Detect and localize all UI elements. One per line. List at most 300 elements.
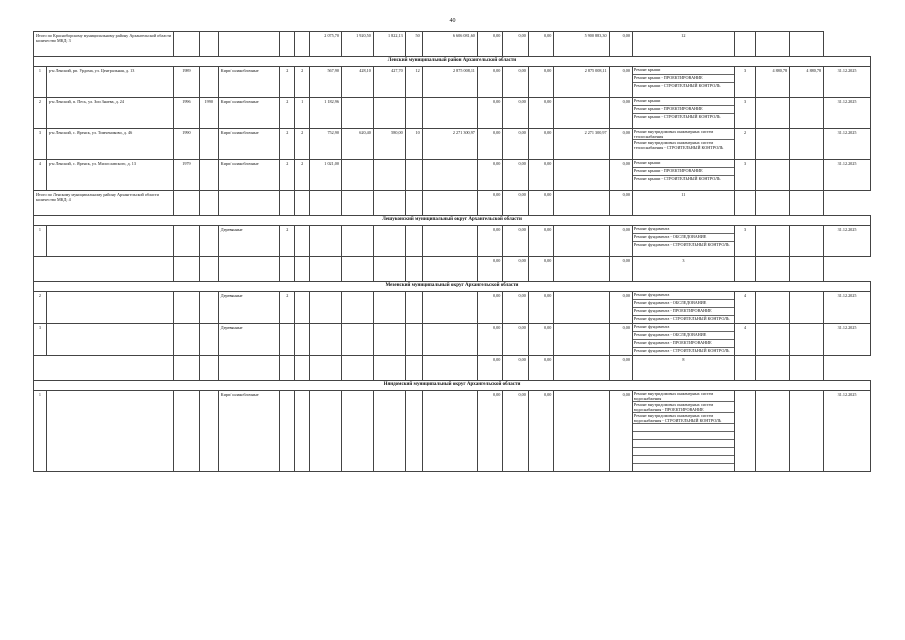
- cell-c: 427,70: [373, 67, 405, 98]
- cell-works-count: 4: [734, 292, 755, 324]
- cell-completion-date: 31.12.2025: [824, 129, 871, 160]
- cell-addr: [46, 324, 173, 356]
- cell-fl: [280, 391, 295, 472]
- work-item: Ремонт крыши - ПРОЕКТИРОВАНИЕ: [633, 75, 734, 83]
- cell-h: 0,00: [528, 129, 553, 160]
- total-label: [34, 257, 174, 282]
- house-row: [34, 67, 871, 98]
- total-empty-cell: [734, 257, 755, 282]
- total-value-cell: 50: [405, 32, 422, 57]
- cell-limit-cost: [790, 98, 824, 129]
- cell-n: 1: [34, 67, 47, 98]
- work-item: Ремонт фундамента - ОБСЛЕДОВАНИЕ: [633, 332, 734, 340]
- cell-c: [373, 160, 405, 191]
- total-value-cell: 1 920,50: [341, 32, 373, 57]
- total-empty-cell: [280, 257, 295, 282]
- cell-i: [554, 292, 609, 324]
- cell-d: [405, 98, 422, 129]
- total-value-cell: [554, 191, 609, 216]
- cell-f: 0,00: [477, 67, 502, 98]
- cell-h: 0,00: [528, 292, 553, 324]
- cell-n: 1: [34, 226, 47, 257]
- total-empty-cell: [280, 356, 295, 381]
- cell-y1: [174, 292, 199, 324]
- cell-y1: [174, 324, 199, 356]
- cell-y1: 1979: [174, 160, 199, 191]
- work-item: Ремонт внутридомовых инженерных систем водоснабжения: [633, 391, 734, 402]
- cell-g: 0,00: [503, 67, 528, 98]
- work-item: Ремонт внутридомовых инженерных систем водоснабжения - ПРОЕКТИРОВАНИЕ: [633, 402, 734, 413]
- works-list: [632, 324, 734, 356]
- cell-mat: Деревянные: [218, 292, 280, 324]
- cell-e: 2 271 300,97: [422, 129, 477, 160]
- total-empty-cell: [295, 32, 310, 57]
- cell-b: [341, 98, 373, 129]
- cell-mat: Кирп/ шлакоблочные: [218, 67, 280, 98]
- total-empty-cell: [218, 356, 280, 381]
- cell-en: [295, 226, 310, 257]
- total-empty-cell: [199, 32, 218, 57]
- region-header-row: [34, 282, 871, 292]
- cell-i: [554, 324, 609, 356]
- total-value-cell: [373, 191, 405, 216]
- total-works-count: 8: [632, 356, 734, 381]
- cell-en: 2: [295, 160, 310, 191]
- cell-en: [295, 324, 310, 356]
- work-item: Ремонт фундамента - СТРОИТЕЛЬНЫЙ КОНТРОЛЬ: [633, 242, 730, 247]
- cell-i: 2 875 008,11: [554, 67, 609, 98]
- total-value-cell: 0,00: [609, 32, 632, 57]
- cell-fl: 2: [280, 129, 295, 160]
- cell-c: [373, 98, 405, 129]
- total-empty-cell: [734, 191, 755, 216]
- cell-mat: Деревянные: [218, 226, 280, 257]
- cell-y1: 1996: [174, 98, 199, 129]
- cell-g: 0,00: [503, 324, 528, 356]
- total-row: [34, 257, 871, 282]
- total-label: [34, 356, 174, 381]
- cell-y2: [199, 391, 218, 472]
- cell-b: 620,40: [341, 129, 373, 160]
- cell-h: 0,00: [528, 324, 553, 356]
- total-works-count: 11: [632, 191, 734, 216]
- works-list: [632, 98, 734, 129]
- total-value-cell: 0,00: [528, 257, 553, 282]
- cell-f: 0,00: [477, 324, 502, 356]
- cell-cost-per-m2: 4 880,78: [756, 67, 790, 98]
- cell-y2: [199, 292, 218, 324]
- cell-fl: [280, 324, 295, 356]
- total-empty-cell: [218, 257, 280, 282]
- works-list: [632, 391, 734, 472]
- cell-y1: [174, 226, 199, 257]
- cell-e: [422, 226, 477, 257]
- total-empty-cell: [174, 356, 199, 381]
- cell-j: 0,00: [609, 98, 632, 129]
- cell-fl: 2: [280, 226, 295, 257]
- cell-y1: 1989: [174, 67, 199, 98]
- total-value-cell: [341, 191, 373, 216]
- cell-c: 580,00: [373, 129, 405, 160]
- cell-h: 0,00: [528, 160, 553, 191]
- cell-en: [295, 292, 310, 324]
- work-item: Ремонт фундамента: [633, 324, 734, 332]
- work-item: Ремонт крыши - СТРОИТЕЛЬНЫЙ КОНТРОЛЬ: [633, 114, 721, 119]
- work-item: [633, 432, 734, 440]
- cell-y2: [199, 324, 218, 356]
- total-value-cell: 0,00: [477, 32, 502, 57]
- cell-h: 0,00: [528, 226, 553, 257]
- cell-en: 2: [295, 67, 310, 98]
- cell-works-count: [734, 391, 755, 472]
- work-item: Ремонт внутридомовых инженерных систем водоснабжения - СТРОИТЕЛЬНЫЙ КОНТРОЛЬ: [633, 413, 734, 424]
- total-value-cell: 6 606 081,60: [422, 32, 477, 57]
- total-value-cell: 0,00: [477, 191, 502, 216]
- total-value-cell: 0,00: [609, 356, 632, 381]
- cell-h: 0,00: [528, 98, 553, 129]
- total-empty-cell: [756, 257, 790, 282]
- cell-d: 10: [405, 129, 422, 160]
- cell-j: 0,00: [609, 129, 632, 160]
- cell-works-count: 3: [734, 67, 755, 98]
- cell-limit-cost: [790, 226, 824, 257]
- cell-y2: [199, 160, 218, 191]
- total-value-cell: [341, 257, 373, 282]
- cell-a: 752,90: [310, 129, 342, 160]
- cell-y2: [199, 226, 218, 257]
- cell-f: 0,00: [477, 98, 502, 129]
- total-empty-cell: [756, 356, 790, 381]
- house-row: [34, 160, 871, 191]
- total-value-cell: 5 900 883,30: [554, 32, 609, 57]
- cell-f: 0,00: [477, 391, 502, 472]
- total-value-cell: 0,00: [528, 32, 553, 57]
- total-value-cell: [422, 356, 477, 381]
- works-list: [632, 226, 734, 257]
- work-item: Ремонт фундамента - ОБСЛЕДОВАНИЕ: [633, 300, 734, 308]
- cell-j: 0,00: [609, 67, 632, 98]
- cell-cost-per-m2: [756, 324, 790, 356]
- cell-b: [341, 226, 373, 257]
- works-list: [632, 129, 734, 160]
- cell-n: 3: [34, 129, 47, 160]
- cell-fl: 2: [280, 160, 295, 191]
- total-value-cell: [554, 257, 609, 282]
- region-header-row: [34, 216, 871, 226]
- total-value-cell: 0,00: [609, 257, 632, 282]
- cell-d: [405, 391, 422, 472]
- works-list: [632, 67, 734, 98]
- work-item: [633, 440, 734, 448]
- total-row: [34, 356, 871, 381]
- total-value-cell: 2 075,70: [310, 32, 342, 57]
- total-empty-cell: [734, 356, 755, 381]
- cell-completion-date: 31.12.2025: [824, 292, 871, 324]
- cell-b: 428,10: [341, 67, 373, 98]
- cell-cost-per-m2: [756, 98, 790, 129]
- cell-a: 1 182,96: [310, 98, 342, 129]
- work-item: Ремонт фундамента - ПРОЕКТИРОВАНИЕ: [633, 308, 734, 316]
- total-empty-cell: [295, 356, 310, 381]
- total-value-cell: 0,00: [477, 356, 502, 381]
- house-row: [34, 98, 871, 129]
- total-value-cell: 0,00: [503, 191, 528, 216]
- cell-i: [554, 160, 609, 191]
- cell-y1: 1990: [174, 129, 199, 160]
- cell-y2: [199, 67, 218, 98]
- cell-a: 567,90: [310, 67, 342, 98]
- cell-j: 0,00: [609, 324, 632, 356]
- total-empty-cell: [756, 191, 790, 216]
- cell-limit-cost: [790, 391, 824, 472]
- cell-mat: Кирп/ шлакоблочные: [218, 160, 280, 191]
- cell-mat: Деревянные: [218, 324, 280, 356]
- region-title: Ленский муниципальный район Архангельской области: [34, 57, 871, 67]
- total-value-cell: [422, 191, 477, 216]
- work-item: Ремонт фундамента - СТРОИТЕЛЬНЫЙ КОНТРОЛЬ: [633, 316, 730, 321]
- work-item: Ремонт фундамента: [633, 292, 734, 300]
- cell-y2: 1990: [199, 98, 218, 129]
- cell-f: 0,00: [477, 129, 502, 160]
- total-empty-cell: [218, 32, 280, 57]
- cell-d: [405, 160, 422, 191]
- cell-cost-per-m2: [756, 391, 790, 472]
- total-empty-cell: [218, 191, 280, 216]
- total-empty-cell: [790, 191, 824, 216]
- work-item: Ремонт фундамента: [633, 226, 734, 234]
- cell-i: [554, 98, 609, 129]
- cell-completion-date: 31.12.2025: [824, 391, 871, 472]
- total-value-cell: [373, 356, 405, 381]
- cell-addr: р-н Ленский, с. Яренск, ул. Тимчениково, д. 46: [46, 129, 173, 160]
- cell-limit-cost: [790, 292, 824, 324]
- cell-mat: Кирп/ шлакоблочные: [218, 129, 280, 160]
- work-item: Ремонт фундамента - ПРОЕКТИРОВАНИЕ: [633, 340, 734, 348]
- total-value-cell: 0,00: [477, 257, 502, 282]
- total-empty-cell: [199, 191, 218, 216]
- cell-addr: р-н Ленский, рп. Урдома, ул. Центральная, д. 13: [46, 67, 173, 98]
- cell-limit-cost: [790, 160, 824, 191]
- cell-n: 2: [34, 98, 47, 129]
- cell-g: 0,00: [503, 226, 528, 257]
- total-value-cell: [310, 191, 342, 216]
- work-item: [633, 456, 734, 464]
- cell-d: [405, 226, 422, 257]
- cell-cost-per-m2: [756, 292, 790, 324]
- cell-f: 0,00: [477, 226, 502, 257]
- cell-cost-per-m2: [756, 129, 790, 160]
- cell-addr: р-н Ленский, п. Песь, ул. Зои Знаева, д. 24: [46, 98, 173, 129]
- page-number: 40: [449, 18, 456, 24]
- cell-fl: 2: [280, 98, 295, 129]
- cell-completion-date: 31.12.2025: [824, 98, 871, 129]
- total-row: [34, 191, 871, 216]
- total-value-cell: 0,00: [528, 191, 553, 216]
- cell-i: 2 271 300,97: [554, 129, 609, 160]
- region-title: Лешуконский муниципальный округ Архангельской области: [34, 216, 871, 226]
- cell-works-count: 3: [734, 98, 755, 129]
- cell-cost-per-m2: [756, 160, 790, 191]
- cell-g: 0,00: [503, 391, 528, 472]
- cell-j: 0,00: [609, 292, 632, 324]
- cell-d: [405, 292, 422, 324]
- cell-fl: 2: [280, 67, 295, 98]
- cell-j: 0,00: [609, 160, 632, 191]
- work-item: Ремонт крыши: [633, 160, 734, 168]
- work-item: Ремонт крыши - СТРОИТЕЛЬНЫЙ КОНТРОЛЬ: [633, 176, 721, 181]
- cell-a: [310, 292, 342, 324]
- cell-mat: Кирп/ шлакоблочные: [218, 391, 280, 472]
- work-item: [633, 424, 734, 432]
- total-empty-cell: [280, 32, 295, 57]
- cell-e: [422, 324, 477, 356]
- cell-limit-cost: [790, 129, 824, 160]
- house-row: [34, 391, 871, 472]
- total-empty-cell: [790, 356, 824, 381]
- total-value-cell: 0,00: [503, 32, 528, 57]
- works-list: [632, 160, 734, 191]
- cell-i: [554, 391, 609, 472]
- cell-f: 0,00: [477, 160, 502, 191]
- total-empty-cell: [199, 257, 218, 282]
- cell-n: 3: [34, 324, 47, 356]
- work-item: Ремонт крыши - ПРОЕКТИРОВАНИЕ: [633, 168, 734, 176]
- cell-limit-cost: 4 880,78: [790, 67, 824, 98]
- region-header-row: [34, 57, 871, 67]
- total-empty-cell: [174, 257, 199, 282]
- cell-e: [422, 98, 477, 129]
- cell-b: [341, 160, 373, 191]
- work-item: Ремонт внутридомовых инженерных систем теплоснабжения - СТРОИТЕЛЬНЫЙ КОНТРОЛЬ: [633, 140, 724, 150]
- total-works-count: 3: [632, 257, 734, 282]
- cell-en: 1: [295, 98, 310, 129]
- total-value-cell: 0,00: [503, 356, 528, 381]
- total-empty-cell: [174, 32, 199, 57]
- cell-completion-date: 31.12.2025: [824, 160, 871, 191]
- total-value-cell: [310, 257, 342, 282]
- work-item: Ремонт внутридомовых инженерных систем теплоснабжения: [633, 129, 734, 140]
- cell-works-count: 4: [734, 324, 755, 356]
- cell-a: [310, 391, 342, 472]
- cell-works-count: 2: [734, 129, 755, 160]
- cell-completion-date: 31.12.2025: [824, 324, 871, 356]
- cell-e: [422, 160, 477, 191]
- house-row: [34, 226, 871, 257]
- total-value-cell: [405, 356, 422, 381]
- cell-a: 1 021,00: [310, 160, 342, 191]
- cell-cost-per-m2: [756, 226, 790, 257]
- cell-b: [341, 324, 373, 356]
- cell-addr: р-н Ленский, с. Яренск, ул. Милославского, д. 13: [46, 160, 173, 191]
- cell-e: [422, 292, 477, 324]
- total-value-cell: [341, 356, 373, 381]
- repair-program-table: [33, 31, 871, 472]
- work-item: Ремонт фундамента - СТРОИТЕЛЬНЫЙ КОНТРОЛЬ: [633, 348, 730, 353]
- cell-y1: [174, 391, 199, 472]
- cell-n: 4: [34, 160, 47, 191]
- cell-n: 2: [34, 292, 47, 324]
- house-row: [34, 292, 871, 324]
- work-item: Ремонт фундамента - ОБСЛЕДОВАНИЕ: [633, 234, 734, 242]
- total-value-cell: [554, 356, 609, 381]
- cell-j: 0,00: [609, 391, 632, 472]
- cell-h: 0,00: [528, 67, 553, 98]
- work-item: Ремонт крыши: [633, 98, 734, 106]
- cell-addr: [46, 391, 173, 472]
- cell-mat: Кирп/ шлакоблочные: [218, 98, 280, 129]
- total-empty-cell: [199, 356, 218, 381]
- total-empty-cell: [280, 191, 295, 216]
- work-item: Ремонт крыши - СТРОИТЕЛЬНЫЙ КОНТРОЛЬ: [633, 83, 721, 88]
- total-label: Итого по Ленскому муниципальному району Архангельской области количество МКД: 4: [34, 191, 174, 216]
- total-value-cell: [373, 257, 405, 282]
- cell-c: [373, 391, 405, 472]
- total-empty-cell: [756, 32, 790, 57]
- total-empty-cell: [734, 32, 755, 57]
- cell-i: [554, 226, 609, 257]
- cell-y2: [199, 129, 218, 160]
- region-title: Няндомский муниципальный округ Архангельской области: [34, 381, 871, 391]
- total-works-count: 12: [632, 32, 734, 57]
- total-empty-cell: [295, 191, 310, 216]
- total-empty-cell: [790, 32, 824, 57]
- total-row: [34, 32, 871, 57]
- total-value-cell: [405, 257, 422, 282]
- work-item: [633, 464, 734, 471]
- cell-e: [422, 391, 477, 472]
- total-value-cell: 0,00: [503, 257, 528, 282]
- cell-en: [295, 391, 310, 472]
- total-value-cell: [310, 356, 342, 381]
- cell-completion-date: 31.12.2025: [824, 226, 871, 257]
- cell-c: [373, 292, 405, 324]
- total-value-cell: [422, 257, 477, 282]
- cell-f: 0,00: [477, 292, 502, 324]
- cell-works-count: 3: [734, 160, 755, 191]
- total-empty-cell: [174, 191, 199, 216]
- cell-j: 0,00: [609, 226, 632, 257]
- cell-g: 0,00: [503, 160, 528, 191]
- work-item: Ремонт крыши: [633, 67, 734, 75]
- cell-fl: 2: [280, 292, 295, 324]
- cell-c: [373, 324, 405, 356]
- cell-d: [405, 324, 422, 356]
- cell-b: [341, 391, 373, 472]
- region-title: Мезенский муниципальный округ Архангельской области: [34, 282, 871, 292]
- works-list: [632, 292, 734, 324]
- cell-g: 0,00: [503, 292, 528, 324]
- cell-addr: [46, 226, 173, 257]
- total-value-cell: 0,00: [609, 191, 632, 216]
- total-value-cell: 1 822,13: [373, 32, 405, 57]
- total-empty-cell: [790, 257, 824, 282]
- house-row: [34, 129, 871, 160]
- cell-completion-date: 31.12.2025: [824, 67, 871, 98]
- cell-c: [373, 226, 405, 257]
- total-value-cell: 0,00: [528, 356, 553, 381]
- total-label: Итого по Красноборскому муниципальному району Архангельской области количество МКД: 3: [34, 32, 174, 57]
- total-empty-cell: [295, 257, 310, 282]
- house-row: [34, 324, 871, 356]
- cell-g: 0,00: [503, 98, 528, 129]
- cell-a: [310, 226, 342, 257]
- cell-e: 2 875 008,11: [422, 67, 477, 98]
- cell-a: [310, 324, 342, 356]
- cell-en: 2: [295, 129, 310, 160]
- cell-n: 1: [34, 391, 47, 472]
- cell-g: 0,00: [503, 129, 528, 160]
- cell-h: 0,00: [528, 391, 553, 472]
